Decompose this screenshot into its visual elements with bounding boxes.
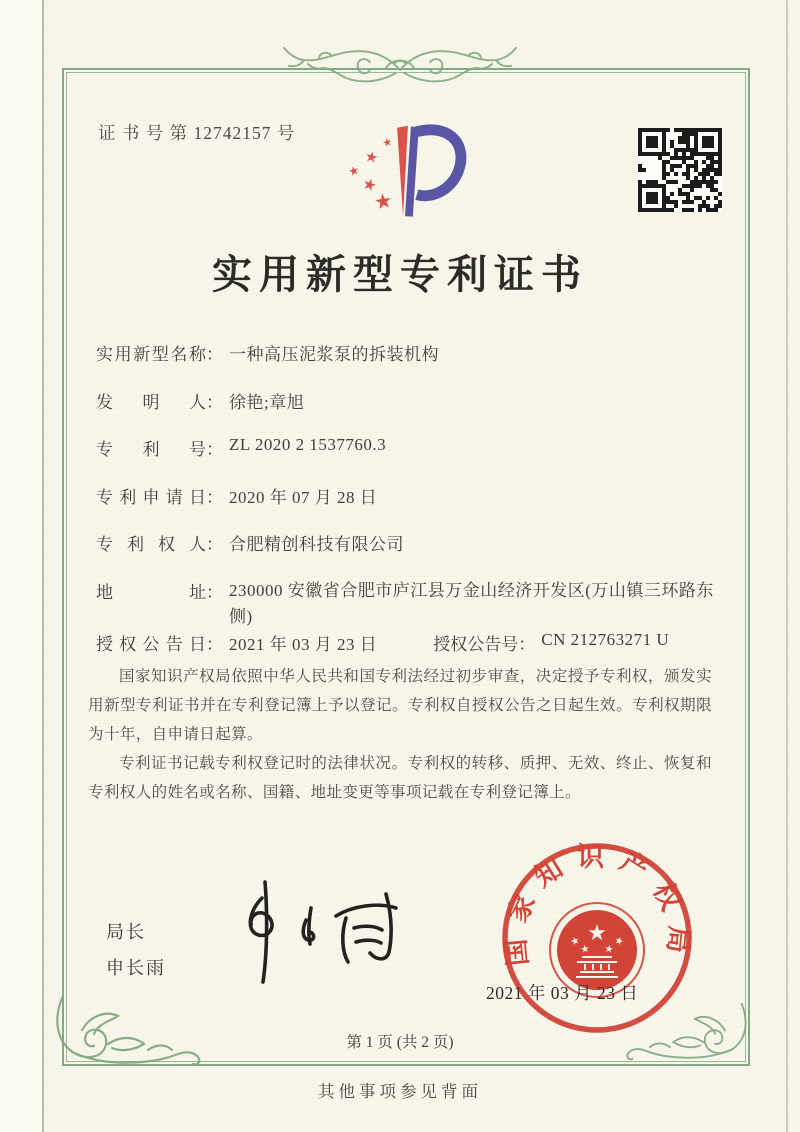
paragraph-2: 专利证书记载专利权登记时的法律状况。专利权的转移、质押、无效、终止、恢复和专利权人的姓名或名称、国籍、地址变更等事项记载在专利登记簿上。	[88, 755, 712, 801]
seal-date: 2021 年 03 月 23 日	[486, 983, 639, 1003]
field-value: 230000 安徽省合肥市庐江县万金山经济开发区(万山镇三环路东侧)	[229, 581, 714, 626]
field-value: 2021 年 03 月 23 日	[229, 635, 378, 654]
field-label: 发明人	[96, 393, 206, 412]
page-left-margin	[0, 0, 42, 1132]
field-value: ZL 2020 2 1537760.3	[229, 435, 387, 454]
certificate-number: 证 书 号 第 12742157 号	[98, 123, 296, 143]
field-colon: ：	[206, 583, 223, 602]
field-colon: ：	[206, 393, 223, 412]
logo-stars	[348, 137, 392, 209]
field-colon: ：	[518, 635, 536, 654]
field-row-inventor	[96, 388, 304, 413]
spine-line-left	[42, 0, 44, 1132]
field-label: 授权公告日	[96, 635, 206, 654]
field-colon: ：	[206, 488, 223, 507]
field-row-filing-date	[96, 483, 377, 508]
field-row-grant	[96, 630, 669, 655]
cnipa-logo	[330, 110, 478, 238]
field-row-address	[96, 578, 729, 630]
spine-line-right	[786, 0, 788, 1132]
official-seal	[497, 838, 697, 1038]
field-label: 地址	[96, 583, 206, 602]
field-label: 专利权人	[96, 535, 206, 554]
back-note: 其他事项参见背面	[318, 1082, 482, 1101]
field-colon: ：	[206, 440, 223, 459]
logo-p-stem	[409, 127, 415, 217]
signer-name: 申长雨	[106, 958, 166, 978]
field-label: 实用新型名称	[96, 345, 206, 364]
field-value: 一种高压泥浆泵的拆装机构	[229, 345, 439, 364]
field-row-patentee	[96, 530, 404, 555]
seal-text: 国家知识产权局	[499, 842, 695, 968]
field-label: 专利申请日	[96, 488, 206, 507]
field-colon: ：	[206, 535, 223, 554]
field-colon: ：	[206, 635, 223, 654]
certificate-title: 实用新型专利证书	[212, 252, 588, 297]
field-colon: ：	[206, 345, 223, 364]
signer-title: 局长	[106, 922, 146, 942]
field-value: 2020 年 07 月 28 日	[229, 488, 378, 507]
field-value: 合肥精创科技有限公司	[229, 535, 404, 554]
field-label: 授权公告号	[433, 635, 519, 654]
signature	[210, 876, 420, 991]
signer-block	[106, 914, 166, 986]
field-row-name	[96, 340, 439, 365]
field-value: 徐艳;章旭	[229, 393, 305, 412]
paragraph-1: 国家知识产权局依照中华人民共和国专利法经过初步审查，决定授予专利权，颁发实用新型专利证书并在专利登记簿上予以登记。专利权自授权公告之日起生效。专利权期限为十年，自申请日起算。	[88, 668, 712, 743]
body-paragraphs	[88, 662, 712, 807]
qr-code	[638, 128, 722, 212]
field-row-patent-no	[96, 435, 386, 460]
field-value: CN 212763271 U	[541, 630, 670, 649]
logo-p-bowl	[417, 130, 461, 196]
page-number: 第 1 页 (共 2 页)	[346, 1034, 454, 1051]
field-grant-no	[433, 630, 670, 654]
field-label: 专利号	[96, 440, 206, 459]
